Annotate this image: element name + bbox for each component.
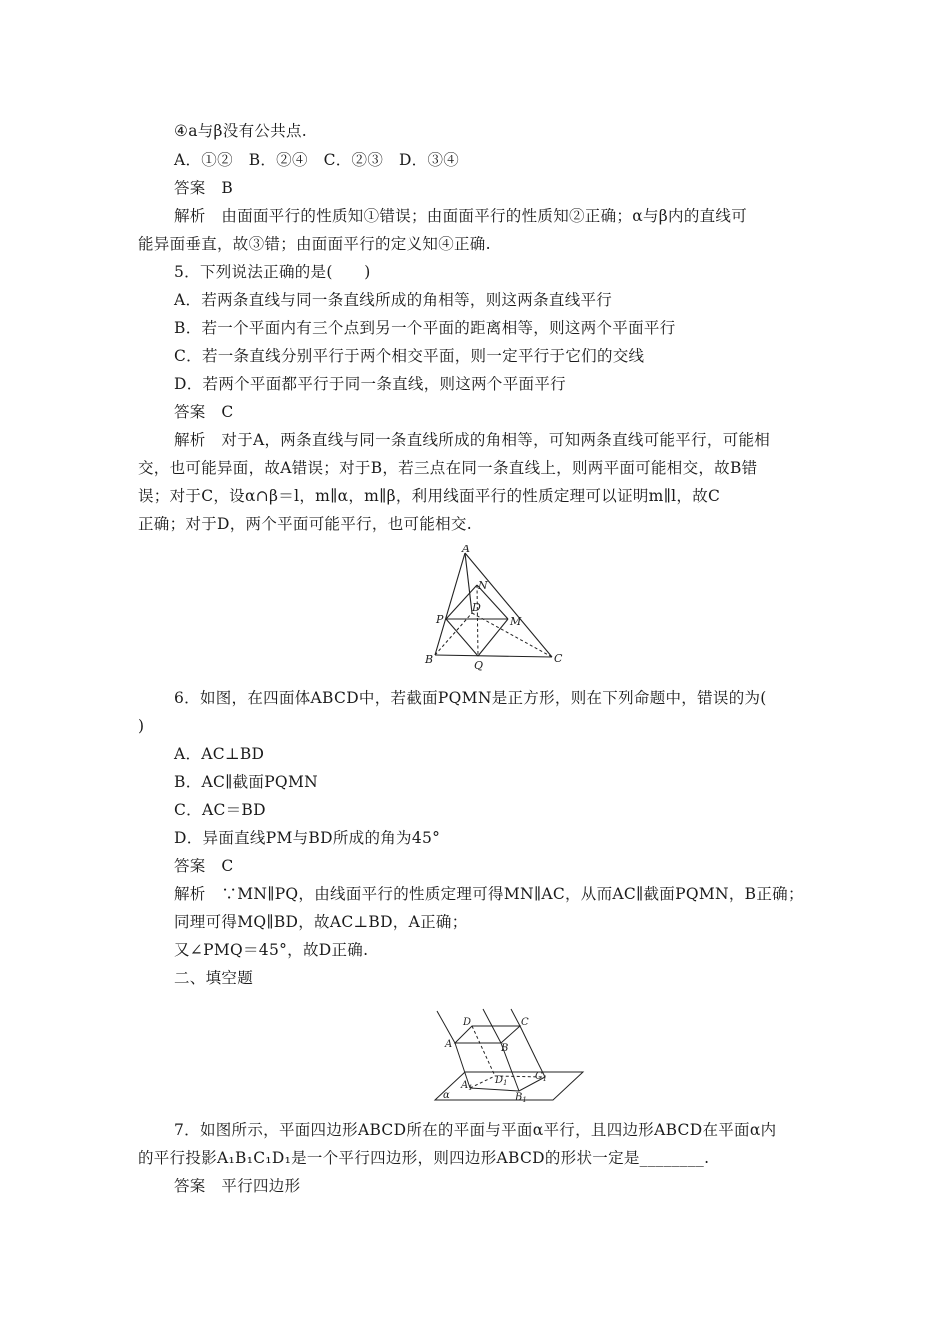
label-D: D [463,1017,472,1028]
line-7: A．若两条直线与同一条直线所成的角相等，则这两条直线平行 [174,291,613,309]
line-27: 7．如图所示，平面四边形ABCD所在的平面与平面α平行，且四边形ABCD在平面α内 [174,1121,777,1139]
label-alpha: α [443,1090,450,1101]
line-22: 答案 C [174,857,234,875]
line-16: 6．如图，在四面体ABCD中，若截面PQMN是正方形，则在下列命题中，错误的为( [174,689,767,707]
line-1: ④a与β没有公共点. [174,122,308,140]
tetrahedron-figure [420,545,570,673]
line-18: A．AC⊥BD [174,745,265,763]
label-D1: $D_1$ [495,1075,508,1087]
line-12: 解析 对于A，两条直线与同一条直线所成的角相等，可知两条直线可能平行，可能相 [174,431,771,449]
line-20: C．AC＝BD [174,801,266,819]
line-11: 答案 C [174,403,234,421]
line-23: 解析 ∵MN∥PQ，由线面平行的性质定理可得MN∥AC，从而AC∥截面PQMN，B正确； [174,885,804,903]
line-24: 同理可得MQ∥BD，故AC⊥BD，A正确； [174,913,468,931]
label-A1: $A_1$ [461,1080,473,1092]
line-28: 的平行投影A₁B₁C₁D₁是一个平行四边形，则四边形ABCD的形状一定是________. [138,1149,710,1167]
label-A: A [462,545,470,555]
label-B: B [501,1043,509,1054]
line-25: 又∠PMQ＝45°，故D正确. [174,941,369,959]
label-C: C [554,652,563,665]
line-4: 解析 由面面平行的性质知①错误；由面面平行的性质知②正确；α与β内的直线可 [174,207,748,225]
label-B1: $B_1$ [515,1092,527,1104]
line-6: 5．下列说法正确的是( ) [174,263,371,281]
label-A: A [445,1039,453,1050]
line-19: B．AC∥截面PQMN [174,773,318,791]
line-17: ) [138,717,145,735]
label-M: M [510,615,522,628]
line-3: 答案 B [174,179,234,197]
line-14: 误；对于C，设α∩β＝l，m∥α，m∥β，利用线面平行的性质定理可以证明m∥l，故C [138,487,721,505]
line-29: 答案 平行四边形 [174,1177,301,1195]
label-C1: $C_1$ [535,1071,548,1083]
label-C: C [521,1017,529,1028]
label-B: B [425,653,434,666]
line-2: A．①② B．②④ C．②③ D．③④ [174,151,460,169]
line-21: D．异面直线PM与BD所成的角为45° [174,829,441,847]
label-D: D [472,601,481,614]
line-13: 交，也可能异面，故A错误；对于B，若三点在同一条直线上，则两平面可能相交，故B错 [138,459,758,477]
label-Q: Q [474,659,484,672]
label-P: P [436,613,444,626]
line-8: B．若一个平面内有三个点到另一个平面的距离相等，则这两个平面平行 [174,319,676,337]
line-5: 能异面垂直，故③错；由面面平行的定义知④正确. [138,235,491,253]
parallel-projection-figure [425,1005,585,1105]
line-26: 二、填空题 [174,969,254,987]
label-N: N [478,579,488,592]
line-9: C．若一条直线分别平行于两个相交平面，则一定平行于它们的交线 [174,347,645,365]
line-15: 正确；对于D，两个平面可能平行，也可能相交. [138,515,472,533]
line-10: D．若两个平面都平行于同一条直线，则这两个平面平行 [174,375,566,393]
